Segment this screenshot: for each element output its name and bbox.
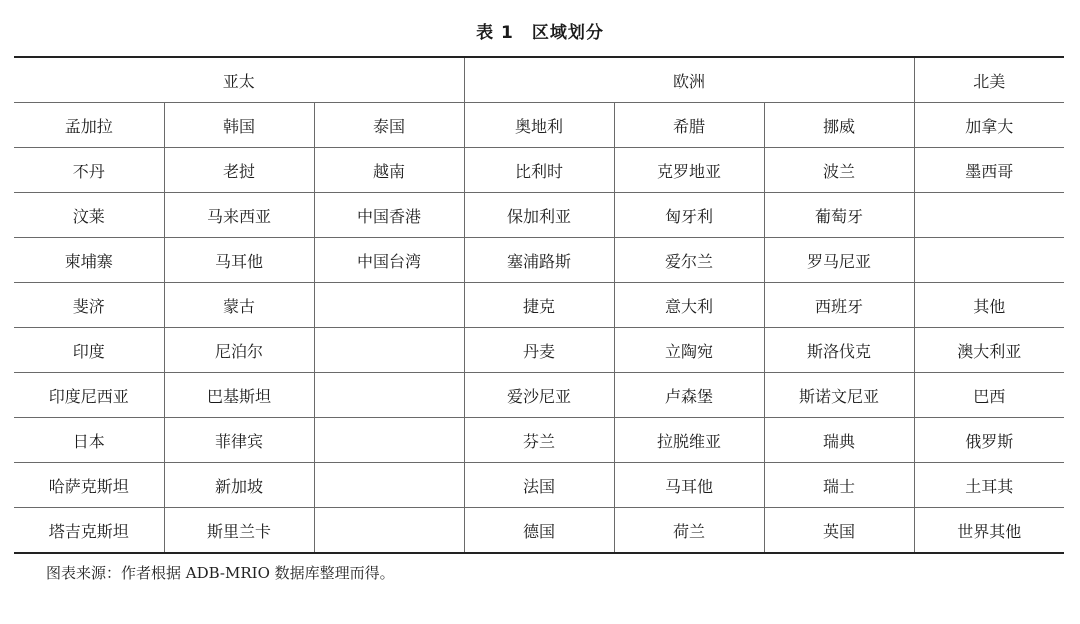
- table-cell: 印度: [14, 328, 164, 373]
- table-cell: 日本: [14, 418, 164, 463]
- table-cell: 泰国: [314, 103, 464, 148]
- source-note: 图表来源：作者根据 ADB-MRIO 数据库整理而得。: [46, 564, 395, 582]
- table-cell: 巴基斯坦: [164, 373, 314, 418]
- table-cell: 不丹: [14, 148, 164, 193]
- table-cell: 匈牙利: [614, 193, 764, 238]
- table-row: [14, 328, 1064, 373]
- table-cell: 塞浦路斯: [464, 238, 614, 283]
- table-row: [14, 238, 1064, 283]
- table-row: [14, 148, 1064, 193]
- table-cell: 克罗地亚: [614, 148, 764, 193]
- table-cell: [314, 283, 464, 328]
- table-cell: 斯里兰卡: [164, 508, 314, 554]
- table-cell: [314, 328, 464, 373]
- table-cell: [314, 418, 464, 463]
- table-cell: 斯洛伐克: [764, 328, 914, 373]
- table-cell: 汶莱: [14, 193, 164, 238]
- table-cell: [914, 193, 1064, 238]
- table-cell: 瑞典: [764, 418, 914, 463]
- group-header-row: [14, 57, 1064, 103]
- table-caption: [0, 18, 1080, 43]
- table-cell: 马耳他: [614, 463, 764, 508]
- table-cell: 巴西: [914, 373, 1064, 418]
- table-cell: 老挝: [164, 148, 314, 193]
- table-cell: [314, 373, 464, 418]
- table-cell: 韩国: [164, 103, 314, 148]
- table-cell: [314, 508, 464, 554]
- table-cell: 法国: [464, 463, 614, 508]
- table-cell: 斯诺文尼亚: [764, 373, 914, 418]
- table-row: [14, 463, 1064, 508]
- table-cell: 哈萨克斯坦: [14, 463, 164, 508]
- table-cell: 奥地利: [464, 103, 614, 148]
- table-cell: 希腊: [614, 103, 764, 148]
- table-cell: 其他: [914, 283, 1064, 328]
- table-row: [14, 283, 1064, 328]
- table-cell: 世界其他: [914, 508, 1064, 554]
- table-cell: 比利时: [464, 148, 614, 193]
- table-row: [14, 418, 1064, 463]
- table-cell: [314, 463, 464, 508]
- table-cell: 爱沙尼亚: [464, 373, 614, 418]
- table-cell: 荷兰: [614, 508, 764, 554]
- table-cell: 澳大利亚: [914, 328, 1064, 373]
- table-cell: 柬埔寨: [14, 238, 164, 283]
- table-cell: 英国: [764, 508, 914, 554]
- table-cell: 爱尔兰: [614, 238, 764, 283]
- table-cell: 波兰: [764, 148, 914, 193]
- table-cell: 越南: [314, 148, 464, 193]
- table-cell: 马耳他: [164, 238, 314, 283]
- table-cell: 意大利: [614, 283, 764, 328]
- table-cell: 西班牙: [764, 283, 914, 328]
- table-cell: 蒙古: [164, 283, 314, 328]
- table-cell: 卢森堡: [614, 373, 764, 418]
- table-cell: 中国台湾: [314, 238, 464, 283]
- table-cell: 俄罗斯: [914, 418, 1064, 463]
- table-cell: 捷克: [464, 283, 614, 328]
- group-header-asia-pacific: 亚太: [222, 71, 255, 91]
- table-cell: 瑞士: [764, 463, 914, 508]
- region-table: [14, 56, 1064, 554]
- table-row: [14, 373, 1064, 418]
- table-number: 表 1: [476, 23, 514, 43]
- table-cell: 芬兰: [464, 418, 614, 463]
- table-cell: 菲律宾: [164, 418, 314, 463]
- table-cell: 保加利亚: [464, 193, 614, 238]
- table-cell: 加拿大: [914, 103, 1064, 148]
- table-row: [14, 508, 1064, 554]
- table-cell: 塔吉克斯坦: [14, 508, 164, 554]
- table-cell: 土耳其: [914, 463, 1064, 508]
- table-row: [14, 103, 1064, 148]
- group-header-north-america: 北美: [914, 57, 1064, 103]
- table-cell: 新加坡: [164, 463, 314, 508]
- table-cell: 葡萄牙: [764, 193, 914, 238]
- table-cell: 孟加拉: [14, 103, 164, 148]
- table-cell: 墨西哥: [914, 148, 1064, 193]
- table-cell: 斐济: [14, 283, 164, 328]
- table-cell: 尼泊尔: [164, 328, 314, 373]
- table-cell: 立陶宛: [614, 328, 764, 373]
- table-cell: 罗马尼亚: [764, 238, 914, 283]
- table-cell: 马来西亚: [164, 193, 314, 238]
- table-cell: 挪威: [764, 103, 914, 148]
- table-cell: 中国香港: [314, 193, 464, 238]
- table-cell: 印度尼西亚: [14, 373, 164, 418]
- table-cell: 拉脱维亚: [614, 418, 764, 463]
- table-row: [14, 193, 1064, 238]
- table-cell: 丹麦: [464, 328, 614, 373]
- table-body: [14, 103, 1064, 554]
- table-cell: 德国: [464, 508, 614, 554]
- table-cell: [914, 238, 1064, 283]
- table-title: 区域划分: [531, 23, 604, 43]
- group-header-europe: 欧洲: [464, 57, 914, 103]
